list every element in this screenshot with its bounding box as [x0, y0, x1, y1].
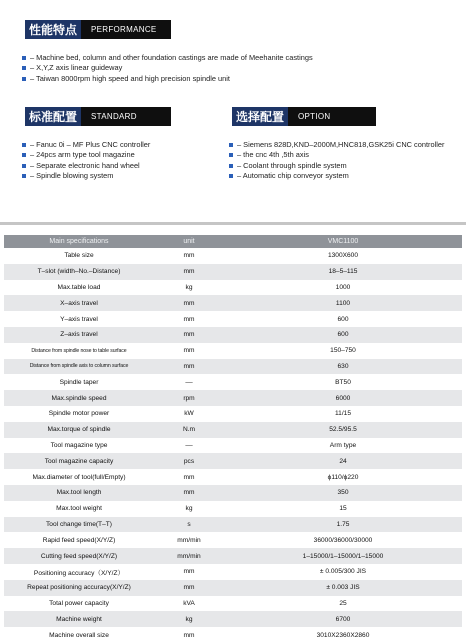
spec-unit: mm — [154, 469, 224, 485]
table-row — [4, 532, 462, 548]
spec-unit: kVA — [154, 596, 224, 612]
bullet-square-icon — [22, 164, 26, 168]
table-row — [4, 264, 462, 280]
spec-name: Max.torque of spindle — [4, 422, 154, 438]
spec-name: Cutting feed speed(X/Y/Z) — [4, 548, 154, 564]
bullet-square-icon — [229, 143, 233, 147]
performance-list — [22, 53, 452, 84]
bullet-square-icon — [22, 174, 26, 178]
header-model: VMC1100 — [224, 235, 462, 248]
standard-list — [22, 140, 222, 182]
table-row — [4, 469, 462, 485]
spec-unit: rpm — [154, 390, 224, 406]
standard-title-en: STANDARD — [81, 107, 171, 126]
spec-name: Max.table load — [4, 280, 154, 296]
table-row — [4, 327, 462, 343]
spec-unit: mm/min — [154, 532, 224, 548]
spec-value: 11/15 — [224, 406, 462, 422]
list-item: – Separate electronic hand wheel — [22, 161, 222, 171]
table-row — [4, 580, 462, 596]
spec-value: 1000 — [224, 280, 462, 296]
spec-unit: N.m — [154, 422, 224, 438]
spec-name: Distance from spindle nose to table surface — [4, 343, 154, 359]
spec-name: Distance from spindle axis to column surface — [4, 359, 154, 375]
list-item: – Fanuc 0i – MF Plus CNC controller — [22, 140, 222, 150]
bullet-square-icon — [22, 77, 26, 81]
spec-value: 24 — [224, 453, 462, 469]
spec-name: Z–axis travel — [4, 327, 154, 343]
table-header-row — [4, 235, 462, 248]
spec-name: Tool magazine capacity — [4, 453, 154, 469]
spec-unit: mm — [154, 627, 224, 643]
spec-value: 1–15000/1–15000/1–15000 — [224, 548, 462, 564]
performance-header — [25, 20, 171, 39]
spec-value: 630 — [224, 359, 462, 375]
spec-unit: –– — [154, 374, 224, 390]
table-row — [4, 501, 462, 517]
table-row — [4, 374, 462, 390]
spec-value: 15 — [224, 501, 462, 517]
bullet-square-icon — [22, 153, 26, 157]
list-item: – 24pcs arm type tool magazine — [22, 150, 222, 160]
spec-name: Repeat positioning accuracy(X/Y/Z) — [4, 580, 154, 596]
header-main-specifications: Main specifications — [4, 235, 154, 248]
bullet-square-icon — [22, 143, 26, 147]
spec-name: Y–axis travel — [4, 311, 154, 327]
list-item: – Siemens 828D,KND–2000M,HNC818,GSK25i CNC controller — [229, 140, 457, 150]
spec-value: 6000 — [224, 390, 462, 406]
table-row — [4, 343, 462, 359]
spec-table — [4, 235, 462, 643]
spec-name: Tool magazine type — [4, 438, 154, 454]
list-item: – Spindle blowing system — [22, 171, 222, 181]
option-header — [232, 107, 376, 126]
table-row — [4, 359, 462, 375]
section-divider — [0, 222, 466, 225]
spec-value: 52.5/95.5 — [224, 422, 462, 438]
spec-name: Machine weight — [4, 611, 154, 627]
list-item: – the cnc 4th ,5th axis — [229, 150, 457, 160]
spec-unit: mm — [154, 295, 224, 311]
table-row — [4, 548, 462, 564]
table-row — [4, 422, 462, 438]
spec-unit: kg — [154, 280, 224, 296]
table-row — [4, 596, 462, 612]
spec-value: 3010X2360X2860 — [224, 627, 462, 643]
bullet-square-icon — [229, 153, 233, 157]
spec-value: Arm type — [224, 438, 462, 454]
table-row — [4, 564, 462, 580]
table-row — [4, 485, 462, 501]
performance-title-en: PERFORMANCE — [81, 20, 171, 39]
spec-value: 600 — [224, 327, 462, 343]
option-list — [229, 140, 457, 182]
spec-unit: mm — [154, 343, 224, 359]
spec-value: 350 — [224, 485, 462, 501]
spec-value: 600 — [224, 311, 462, 327]
spec-name: Max.spindle speed — [4, 390, 154, 406]
spec-name: Positioning accuracy（X/Y/Z） — [4, 564, 154, 580]
spec-value: 1100 — [224, 295, 462, 311]
spec-unit: mm — [154, 327, 224, 343]
spec-unit: mm/min — [154, 548, 224, 564]
spec-table-body — [4, 248, 462, 643]
performance-title-zh: 性能特点 — [25, 20, 81, 39]
bullet-square-icon — [229, 164, 233, 168]
spec-value: ϕ110/ϕ220 — [224, 469, 462, 485]
spec-name: T–slot (width–No.–Distance) — [4, 264, 154, 280]
spec-value: 36000/36000/30000 — [224, 532, 462, 548]
table-row — [4, 438, 462, 454]
spec-name: Spindle motor power — [4, 406, 154, 422]
table-row — [4, 611, 462, 627]
table-row — [4, 453, 462, 469]
standard-header — [25, 107, 171, 126]
spec-unit: mm — [154, 564, 224, 580]
spec-unit: mm — [154, 485, 224, 501]
spec-value: 1300X600 — [224, 248, 462, 264]
spec-value: 1.75 — [224, 517, 462, 533]
standard-title-zh: 标准配置 — [25, 107, 81, 126]
spec-unit: mm — [154, 248, 224, 264]
spec-value: 150–750 — [224, 343, 462, 359]
spec-unit: pcs — [154, 453, 224, 469]
spec-value: 6700 — [224, 611, 462, 627]
list-item: – Coolant through spindle system — [229, 161, 457, 171]
list-item: – Taiwan 8000rpm high speed and high precision spindle unit — [22, 74, 452, 84]
spec-unit: mm — [154, 264, 224, 280]
table-row — [4, 295, 462, 311]
spec-name: Max.tool weight — [4, 501, 154, 517]
spec-name: Total power capacity — [4, 596, 154, 612]
list-item: – Automatic chip conveyor system — [229, 171, 457, 181]
table-row — [4, 517, 462, 533]
spec-unit: kg — [154, 611, 224, 627]
option-title-zh: 选择配置 — [232, 107, 288, 126]
list-item: – X,Y,Z axis linear guideway — [22, 63, 452, 73]
spec-unit: mm — [154, 580, 224, 596]
spec-name: Spindle taper — [4, 374, 154, 390]
spec-name: Table size — [4, 248, 154, 264]
spec-unit: –– — [154, 438, 224, 454]
bullet-square-icon — [22, 66, 26, 70]
spec-unit: kW — [154, 406, 224, 422]
spec-value: ± 0.003 JIS — [224, 580, 462, 596]
spec-unit: s — [154, 517, 224, 533]
bullet-square-icon — [229, 174, 233, 178]
spec-name: Machine overall size — [4, 627, 154, 643]
spec-name: X–axis travel — [4, 295, 154, 311]
spec-value: 18–5–115 — [224, 264, 462, 280]
option-title-en: OPTION — [288, 107, 376, 126]
spec-unit: mm — [154, 311, 224, 327]
spec-name: Rapid feed speed(X/Y/Z) — [4, 532, 154, 548]
bullet-square-icon — [22, 56, 26, 60]
table-row — [4, 280, 462, 296]
spec-name: Tool change time(T–T) — [4, 517, 154, 533]
spec-value: BT50 — [224, 374, 462, 390]
table-row — [4, 390, 462, 406]
spec-value: 25 — [224, 596, 462, 612]
spec-name: Max.diameter of tool(full/Empty) — [4, 469, 154, 485]
spec-unit: kg — [154, 501, 224, 517]
spec-value: ± 0.005/300 JIS — [224, 564, 462, 580]
header-unit: unit — [154, 235, 224, 248]
spec-unit: mm — [154, 359, 224, 375]
table-row — [4, 406, 462, 422]
list-item: – Machine bed, column and other foundation castings are made of Meehanite castings — [22, 53, 452, 63]
table-row — [4, 311, 462, 327]
table-row — [4, 627, 462, 643]
table-row — [4, 248, 462, 264]
spec-name: Max.tool length — [4, 485, 154, 501]
